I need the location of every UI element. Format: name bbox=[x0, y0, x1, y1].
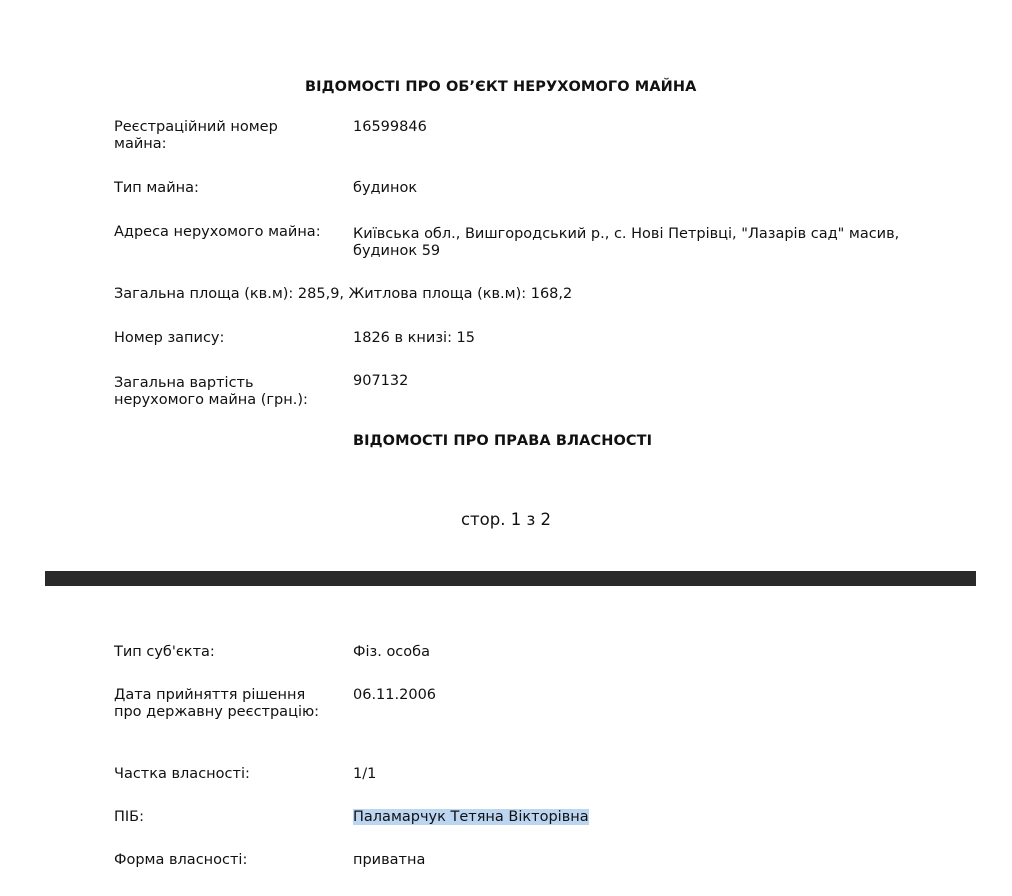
page-separator bbox=[45, 571, 976, 586]
document-page-2 bbox=[0, 586, 1012, 896]
section-title-object: ВІДОМОСТІ ПРО ОБ’ЄКТ НЕРУХОМОГО МАЙНА bbox=[305, 79, 697, 95]
field-value-property-type: будинок bbox=[353, 180, 418, 196]
field-label-full-name: ПІБ: bbox=[114, 809, 145, 825]
field-label-decision-date: Дата прийняття рішення про державну реєстрацію: bbox=[114, 687, 320, 720]
field-value-record-number: 1826 в книзі: 15 bbox=[353, 330, 476, 346]
page-indicator: стор. 1 з 2 bbox=[460, 510, 551, 529]
field-label-record-number: Номер запису: bbox=[114, 330, 225, 346]
field-value-subject-type: Фіз. особа bbox=[353, 644, 430, 660]
field-value-full-name[interactable] bbox=[353, 809, 913, 826]
field-label-ownership-form: Форма власності: bbox=[114, 852, 248, 868]
section-title-rights: ВІДОМОСТІ ПРО ПРАВА ВЛАСНОСТІ bbox=[353, 433, 653, 449]
field-value-ownership-share: 1/1 bbox=[353, 766, 377, 782]
field-label-ownership-share: Частка власності: bbox=[114, 766, 250, 782]
selected-text[interactable]: Паламарчук Тетяна Вікторівна bbox=[353, 809, 589, 825]
field-value-decision-date: 06.11.2006 bbox=[353, 687, 437, 703]
field-value-address: Київська обл., Вишгородський р., с. Нові Петрівці, "Лазарів сад" масив, будинок 59 bbox=[353, 226, 900, 259]
field-label-registration-number: Реєстраційний номер майна: bbox=[114, 119, 278, 152]
field-value-total-value: 907132 bbox=[353, 373, 409, 389]
field-label-subject-type: Тип суб'єкта: bbox=[114, 644, 215, 660]
field-value-registration-number: 16599846 bbox=[353, 119, 427, 135]
area-line: Загальна площа (кв.м): 285,9, Житлова площа (кв.м): 168,2 bbox=[114, 286, 573, 302]
field-label-total-value: Загальна вартість нерухомого майна (грн.): bbox=[114, 375, 308, 408]
field-label-address: Адреса нерухомого майна: bbox=[114, 224, 321, 240]
field-value-ownership-form: приватна bbox=[353, 852, 426, 868]
field-label-property-type: Тип майна: bbox=[114, 180, 199, 196]
